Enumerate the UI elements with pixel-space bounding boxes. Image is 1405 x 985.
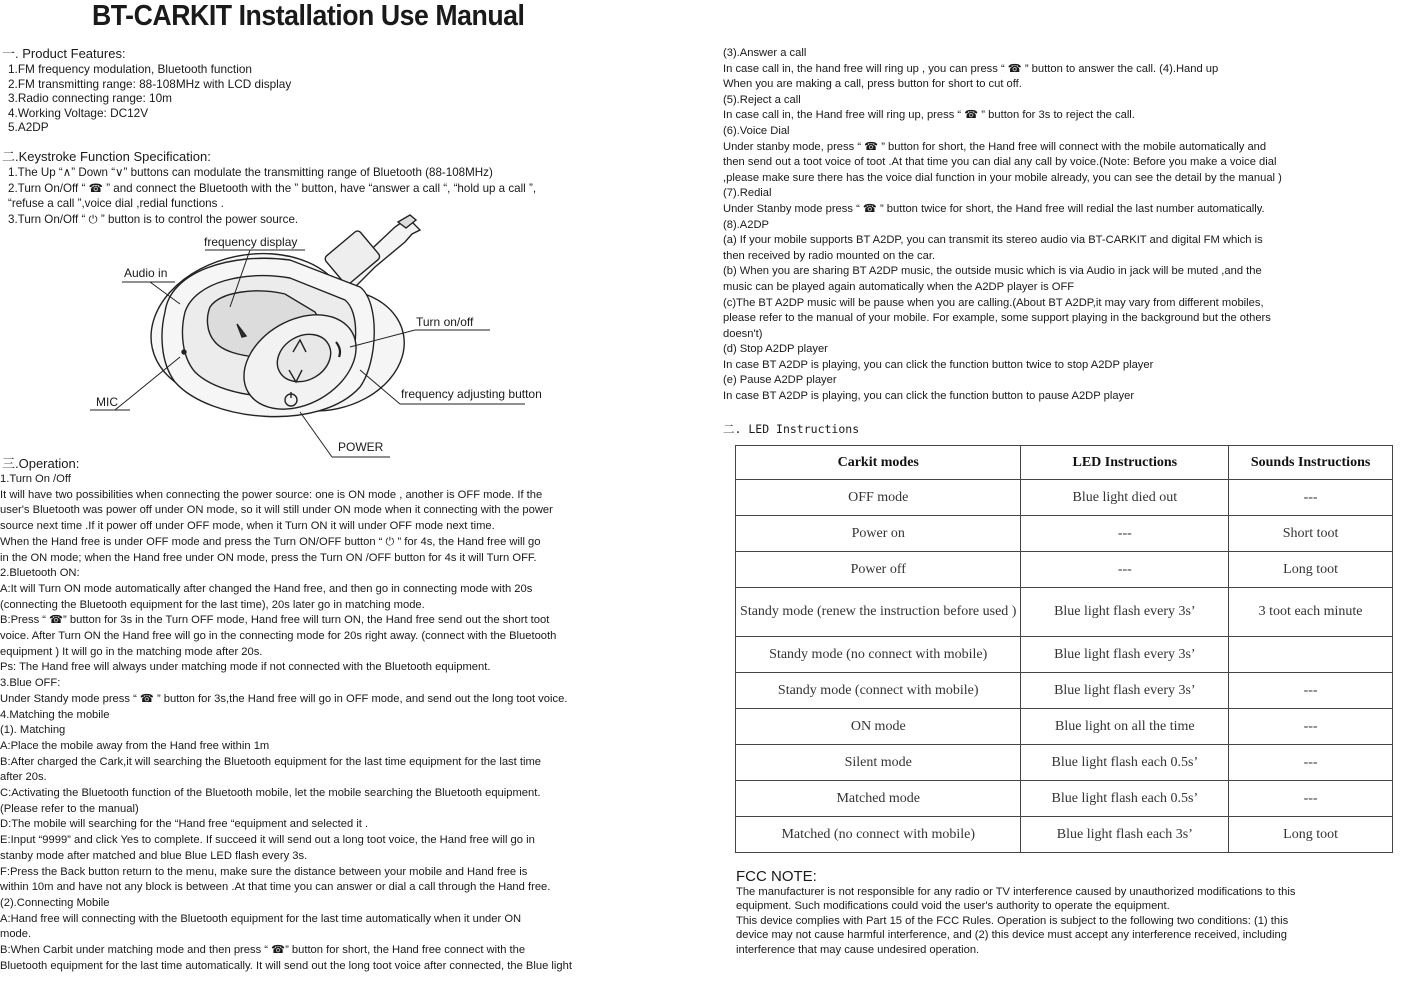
car-kit-illustration <box>60 212 620 462</box>
table-cell: --- <box>1229 781 1393 817</box>
operation-line: B:When Carbit under matching mode and then press “ ☎” button for short, the Hand free connect with the <box>0 944 526 957</box>
table-cell: Long toot <box>1229 552 1393 588</box>
table-cell: Silent mode <box>736 745 1021 781</box>
table-cell: ON mode <box>736 709 1021 745</box>
table-cell: Power off <box>736 552 1021 588</box>
label-frequency-adjusting: frequency adjusting button <box>401 387 542 401</box>
table-cell: --- <box>1229 745 1393 781</box>
right-column-line: then received by radio mounted on the car. <box>723 249 936 262</box>
keystroke-line: 1.The Up “∧” Down “∨” buttons can modulate the transmitting range of Bluetooth (88-108MHz) <box>8 166 493 179</box>
fcc-line: device may not cause harmful interference, and (2) this device must accept any interference received, including <box>736 929 1287 942</box>
operation-line: 3.Blue OFF: <box>0 677 61 690</box>
operation-line: Ps: The Hand free will always under matching mode if not connected with the Bluetooth equipment. <box>0 661 491 674</box>
operation-line: user's Bluetooth was power off under ON mode, so it will still under ON mode when it connecting with the power <box>0 504 553 517</box>
right-column-line: In case call in, the hand free will ring up , you can press “ ☎ ” button to answer the call. (4).Hand up <box>723 62 1219 75</box>
table-cell <box>1229 637 1393 673</box>
operation-line: in the ON mode; when the Hand free under ON mode, press the Turn ON /OFF button for 4s it will Turn OFF. <box>0 551 537 564</box>
label-audio-in: Audio in <box>124 266 168 280</box>
operation-line: It will have two possibilities when connecting the power source: one is ON mode , another is OFF mode. If the <box>0 488 543 501</box>
operation-line: 1.Turn On /Off <box>0 473 71 485</box>
keystroke-line: 2.Turn On/Off “ ☎ ” and connect the Bluetooth with the ” button, have “answer a call “, “hold up a call ”, <box>8 181 537 195</box>
table-row <box>736 516 1393 552</box>
right-column-line: Under Stanby mode press “ ☎ ” button twice for short, the Hand free will redial the last number automatically. <box>723 202 1265 215</box>
fcc-line: The manufacturer is not responsible for any radio or TV interference caused by unauthorized modifications to this <box>736 886 1296 898</box>
table-row <box>736 588 1393 637</box>
table-cell: --- <box>1229 673 1393 709</box>
operation-line: Under Standy mode press “ ☎ ” button for 3s,the Hand free will go in OFF mode, and send out the long toot voice. <box>0 692 568 705</box>
table-cell: Blue light flash every 3s’ <box>1021 637 1229 673</box>
table-cell: Matched mode <box>736 781 1021 817</box>
operation-line: B:Press “ ☎” button for 3s in the Turn OFF mode, Hand free will turn ON, the Hand free send out the short toot <box>0 614 550 627</box>
table-cell: Standy mode (connect with mobile) <box>736 673 1021 709</box>
operation-line: Bluetooth equipment for the last time automatically. It will send out the long toot voice after connected, the Blue light <box>0 959 572 972</box>
right-column-line: When you are making a call, press button for short to cut off. <box>723 78 1022 91</box>
right-column-line: (3).Answer a call <box>723 47 807 59</box>
operation-line: stanby mode after matched and blue Blue LED flash every 3s. <box>0 849 308 862</box>
right-column-line: (a) If your mobile supports BT A2DP, you can transmit its stereo audio via BT-CARKIT and digital FM which is <box>723 234 1263 247</box>
led-heading: 二. LED Instructions <box>723 422 860 436</box>
right-column-line: Under stanby mode, press “ ☎ ” button for short, the Hand free will connect with the mobile automatically and <box>723 140 1267 153</box>
operation-line: C:Activating the Bluetooth function of the Bluetooth mobile, let the mobile searching the Bluetooth equipment. <box>0 787 541 800</box>
right-column-line: then send out a toot voice of toot .At that time you can dial any call by voice.(Note: Before you make a voice dial <box>723 156 1277 169</box>
right-column-line: doesn't) <box>723 327 763 340</box>
right-column-line: (d) Stop A2DP player <box>723 343 828 356</box>
table-row <box>736 637 1393 673</box>
right-column-line: (e) Pause A2DP player <box>723 374 837 387</box>
table-row <box>736 745 1393 781</box>
feature-item: 2.FM transmitting range: 88-108MHz with LCD display <box>8 76 292 91</box>
operation-heading: 三.Operation: <box>2 456 80 471</box>
keystroke-line: “refuse a call ”,voice dial ,redial functions . <box>8 197 224 210</box>
operation-line: equipment ) It will go in the matching mode after 20s. <box>0 645 263 658</box>
table-cell: Blue light died out <box>1021 480 1229 516</box>
fcc-heading: FCC NOTE: <box>736 868 817 885</box>
operation-line: (connecting the Bluetooth equipment for the last time), 20s later go in matching mode. <box>0 598 425 611</box>
fcc-line: interference that may cause undesired operation. <box>736 943 980 956</box>
operation-line: A:It will Turn ON mode automatically after changed the Hand free, and then go in connecting mode with 20s <box>0 582 533 595</box>
operation-line: B:After charged the Cark,it will searching the Bluetooth equipment for the last time equipment for the last time <box>0 755 542 768</box>
right-column-text <box>723 46 1282 405</box>
operation-line: within 10m and have not any block is between .At that time you can answer or dial a call through the Hand free. <box>0 881 551 894</box>
table-cell: Blue light flash every 3s’ <box>1021 673 1229 709</box>
right-column-line: (5).Reject a call <box>723 93 801 106</box>
operation-line: (Please refer to the manual) <box>0 802 139 815</box>
table-header-row <box>736 446 1393 480</box>
fcc-line: equipment. Such modifications could void the user's authority to operate the equipment. <box>736 900 1170 913</box>
table-cell: --- <box>1021 516 1229 552</box>
operation-line: 2.Bluetooth ON: <box>0 567 80 580</box>
table-cell: Blue light flash each 3s’ <box>1021 817 1229 853</box>
operation-line: When the Hand free is under OFF mode and press the Turn ON/OFF button “ ⏻ ” for 4s, the Hand free will go <box>0 535 541 548</box>
feature-item: 5.A2DP <box>8 120 49 135</box>
right-column-line: (7).Redial <box>723 187 772 200</box>
label-frequency-display: frequency display <box>204 235 298 249</box>
operation-line: A:Hand free will connecting with the Bluetooth equipment for the last time automatically when it under ON <box>0 912 522 925</box>
right-column-line: (b) When you are sharing BT A2DP music, the outside music which is via Audio in jack will be muted ,and the <box>723 265 1262 278</box>
led-instructions-table <box>735 445 1393 853</box>
operation-line: (1). Matching <box>0 724 66 737</box>
feature-item: 3.Radio connecting range: 10m <box>8 91 172 106</box>
table-cell: --- <box>1229 480 1393 516</box>
table-cell: --- <box>1229 709 1393 745</box>
right-column-line: please refer to the manual of your mobile. For example, some support playing in the background but the others <box>723 312 1271 325</box>
table-cell: --- <box>1021 552 1229 588</box>
right-column-line: music can be played again automatically when the A2DP player is OFF <box>723 280 1075 293</box>
manual-title: BT-CARKIT Installation Use Manual <box>92 0 525 32</box>
keystroke-line: 3.Turn On/Off “ ⏻ ” button is to control the power source. <box>8 212 299 226</box>
table-cell: Blue light flash each 0.5s’ <box>1021 781 1229 817</box>
operation-line: E:Input “9999” and click Yes to complete. If succeed it will send out a long toot voice, the Hand free will go in <box>0 834 535 847</box>
operation-text <box>0 472 572 975</box>
right-column-line: In case call in, the Hand free will ring up, press “ ☎ ” button for 3s to reject the call. <box>723 109 1135 122</box>
column-header: Carkit modes <box>736 446 1021 480</box>
table-cell: Power on <box>736 516 1021 552</box>
operation-line: after 20s. <box>0 771 47 784</box>
right-column-line: (8).A2DP <box>723 218 770 231</box>
table-cell: Blue light flash every 3s’ <box>1021 588 1229 637</box>
operation-line: mode. <box>0 928 32 941</box>
table-row <box>736 673 1393 709</box>
right-column-line: ,please make sure there has the voice dial function in your mobile already, you can see the detail by the manual ) <box>723 171 1282 184</box>
operation-line: A:Place the mobile away from the Hand free within 1m <box>0 739 270 752</box>
device-diagram <box>60 212 620 462</box>
fcc-line: This device complies with Part 15 of the FCC Rules. Operation is subject to the following two conditions: (1) this <box>736 914 1289 927</box>
fcc-text <box>736 885 1396 957</box>
keystroke-heading: 二.Keystroke Function Specification: <box>2 149 211 164</box>
table-cell: Blue light on all the time <box>1021 709 1229 745</box>
features-list <box>8 62 291 135</box>
right-column-line: In case BT A2DP is playing, you can click the function button to pause A2DP player <box>723 390 1135 403</box>
right-column-line: (c)The BT A2DP music will be pause when you are calling.(About BT A2DP,it may vary from different mobiles, <box>723 296 1264 309</box>
feature-item: 4.Working Voltage: DC12V <box>8 105 149 120</box>
table-cell: OFF mode <box>736 480 1021 516</box>
column-header: Sounds Instructions <box>1229 446 1393 480</box>
label-power: POWER <box>338 440 384 454</box>
operation-line: 4.Matching the mobile <box>0 708 110 721</box>
label-turn-on-off: Turn on/off <box>416 315 474 329</box>
table-row <box>736 817 1393 853</box>
operation-line: voice. After Turn ON the Hand free will go in the connecting mode for 20s right away. (connect with the Bluetooth <box>0 630 557 643</box>
feature-item: 1.FM frequency modulation, Bluetooth function <box>8 62 252 76</box>
operation-line: F:Press the Back button return to the menu, make sure the distance between your mobile and Hand free is <box>0 865 528 878</box>
table-cell: Short toot <box>1229 516 1393 552</box>
table-cell: Long toot <box>1229 817 1393 853</box>
operation-line: (2).Connecting Mobile <box>0 896 110 909</box>
table-cell: Matched (no connect with mobile) <box>736 817 1021 853</box>
table-row <box>736 480 1393 516</box>
label-mic: MIC <box>96 395 118 409</box>
table-cell: Standy mode (renew the instruction before used ) <box>736 588 1021 637</box>
column-header: LED Instructions <box>1021 446 1229 480</box>
table-row <box>736 781 1393 817</box>
table-row <box>736 552 1393 588</box>
table-cell: Standy mode (no connect with mobile) <box>736 637 1021 673</box>
operation-line: source next time .If it power off under OFF mode, when it Turn ON it will under OFF mode next time. <box>0 520 495 533</box>
right-column-line: (6).Voice Dial <box>723 124 790 137</box>
operation-line: D:The mobile will searching for the “Hand free “equipment and selected it . <box>0 818 369 831</box>
right-column-line: In case BT A2DP is playing, you can click the function button twice to stop A2DP player <box>723 358 1154 371</box>
table-cell: 3 toot each minute <box>1229 588 1393 637</box>
table-row <box>736 709 1393 745</box>
table-cell: Blue light flash each 0.5s’ <box>1021 745 1229 781</box>
features-heading: 一. Product Features: <box>2 46 126 61</box>
